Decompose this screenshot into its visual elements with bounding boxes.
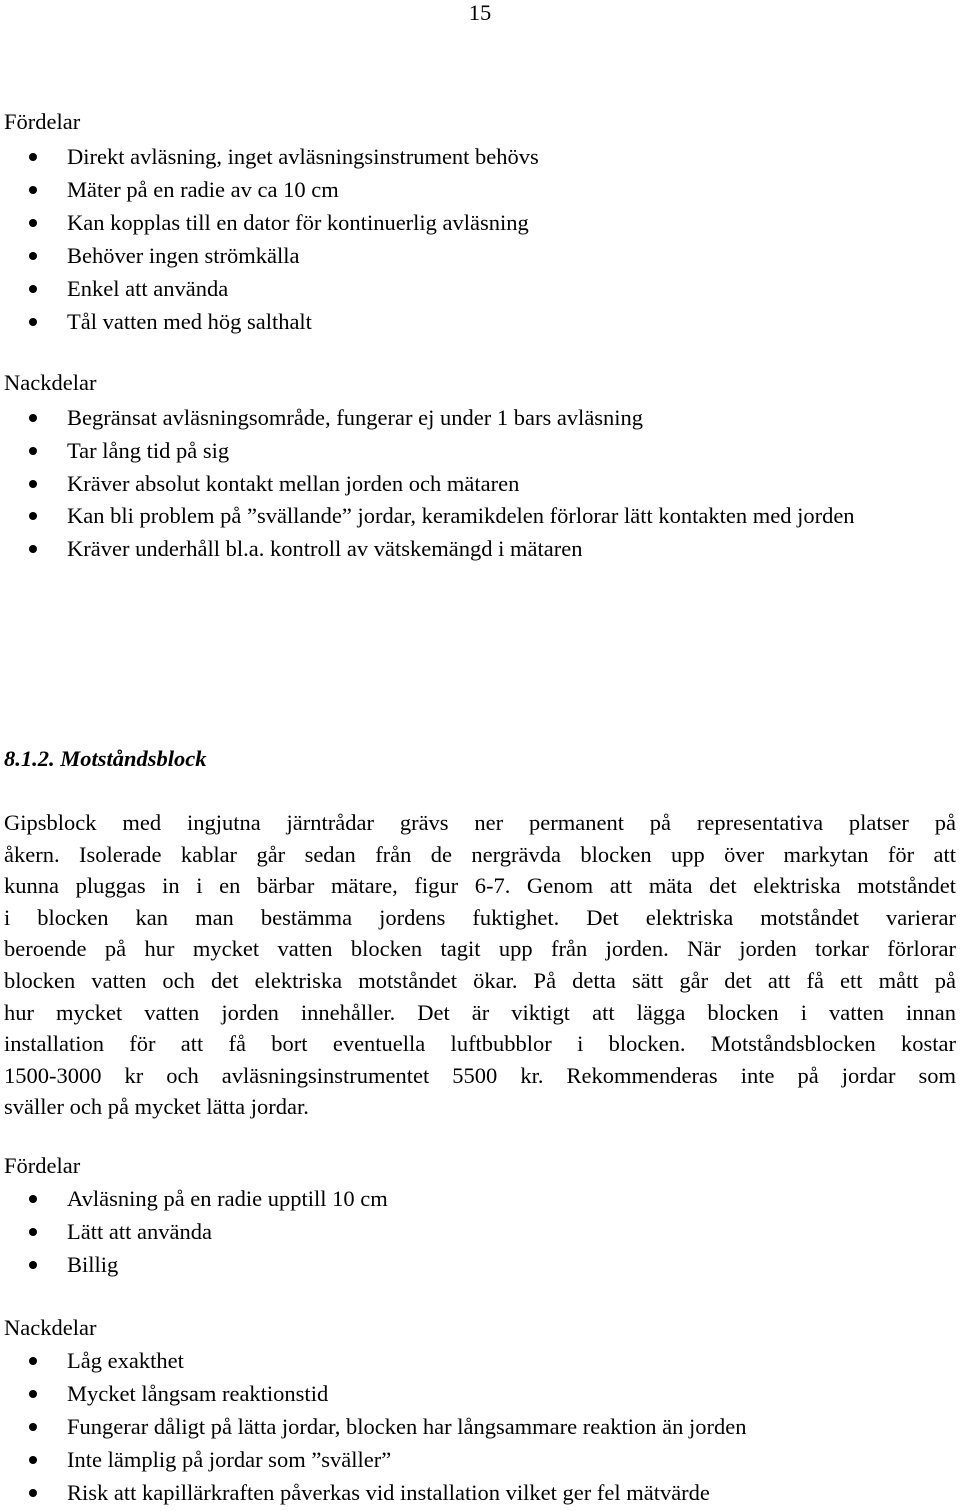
bullet-icon (29, 512, 37, 520)
bullet-icon (29, 1489, 37, 1497)
list-item: Kräver underhåll bl.a. kontroll av vätskemängd i mätaren (0, 532, 937, 565)
paragraph-line: installation för att få bort eventuella luftbubblor i blocken. Motståndsblocken kostar (4, 1031, 956, 1057)
list-item: Avläsning på en radie upptill 10 cm (0, 1182, 388, 1215)
bullet-icon (29, 1195, 37, 1203)
list-item: Kräver absolut kontakt mellan jorden och mätaren (0, 467, 937, 500)
bullet-icon (29, 285, 37, 293)
list-item: Billig (0, 1248, 388, 1281)
bullet-icon (29, 1357, 37, 1365)
list-item: Kan bli problem på ”svällande” jordar, keramikdelen förlorar lätt kontakten med jorden (0, 500, 937, 532)
paragraph-line: kunna pluggas in i en bärbar mätare, figur 6-7. Genom att mäta det elektriska motståndet (4, 873, 956, 899)
bullet-icon (29, 447, 37, 455)
list-item: Direkt avläsning, inget avläsningsinstrument behövs (0, 140, 539, 173)
bullet-icon (29, 480, 37, 488)
cons-list-2 (0, 1344, 746, 1509)
paragraph-line: Gipsblock med ingjutna järntrådar grävs ner permanent på representativa platser på (4, 810, 956, 835)
section-title: 8.1.2. Motståndsblock (4, 746, 207, 771)
list-item: Tar lång tid på sig (0, 434, 937, 467)
list-item: Behöver ingen strömkälla (0, 239, 539, 272)
bullet-icon (29, 186, 37, 194)
paragraph-line: beroende på hur mycket vatten blocken tagit upp från jorden. När jorden torkar förlorar (4, 936, 956, 962)
bullet-icon (29, 414, 37, 422)
list-item: Enkel att använda (0, 272, 539, 305)
bullet-icon (29, 1390, 37, 1398)
bullet-icon (29, 219, 37, 227)
list-item: Tål vatten med hög salthalt (0, 305, 539, 338)
cons-heading-2: Nackdelar (4, 1315, 97, 1340)
bullet-icon (29, 545, 37, 553)
cons-list-1 (0, 401, 937, 565)
list-item: Risk att kapillärkraften påverkas vid installation vilket ger fel mätvärde (0, 1476, 746, 1509)
list-item: Mycket långsam reaktionstid (0, 1377, 746, 1410)
pros-heading-1: Fördelar (4, 109, 81, 134)
paragraph-line: blocken vatten och det elektriska motståndet ökar. På detta sätt går det att få ett mått på (4, 967, 956, 993)
bullet-icon (29, 1423, 37, 1431)
list-item: Begränsat avläsningsområde, fungerar ej under 1 bars avläsning (0, 401, 937, 434)
list-item: Mäter på en radie av ca 10 cm (0, 173, 539, 206)
list-item: Lätt att använda (0, 1215, 388, 1248)
page-number: 15 (468, 0, 492, 25)
list-item: Fungerar dåligt på lätta jordar, blocken har långsammare reaktion än jorden (0, 1410, 746, 1443)
list-item: Låg exakthet (0, 1344, 746, 1377)
paragraph-line: 1500-3000 kr och avläsningsinstrumentet 5500 kr. Rekommenderas inte på jordar som (4, 1062, 956, 1088)
list-item: Kan kopplas till en dator för kontinuerlig avläsning (0, 206, 539, 239)
list-item: Inte lämplig på jordar som ”sväller” (0, 1443, 746, 1476)
pros-heading-2: Fördelar (4, 1153, 81, 1178)
bullet-icon (29, 1456, 37, 1464)
paragraph-line: sväller och på mycket lätta jordar. (4, 1094, 309, 1120)
cons-heading-1: Nackdelar (4, 370, 97, 395)
pros-list-2 (0, 1182, 388, 1281)
bullet-icon (29, 318, 37, 326)
bullet-icon (29, 252, 37, 260)
body-paragraph (4, 807, 956, 1123)
pros-list-1 (0, 140, 539, 338)
paragraph-line: hur mycket vatten jorden innehåller. Det är viktigt att lägga blocken i vatten innan (4, 999, 956, 1025)
bullet-icon (29, 1261, 37, 1269)
bullet-icon (29, 1228, 37, 1236)
paragraph-line: i blocken kan man bestämma jordens fuktighet. Det elektriska motståndet varierar (4, 904, 956, 930)
bullet-icon (29, 153, 37, 161)
paragraph-line: åkern. Isolerade kablar går sedan från de nergrävda blocken upp över markytan för att (4, 841, 956, 867)
